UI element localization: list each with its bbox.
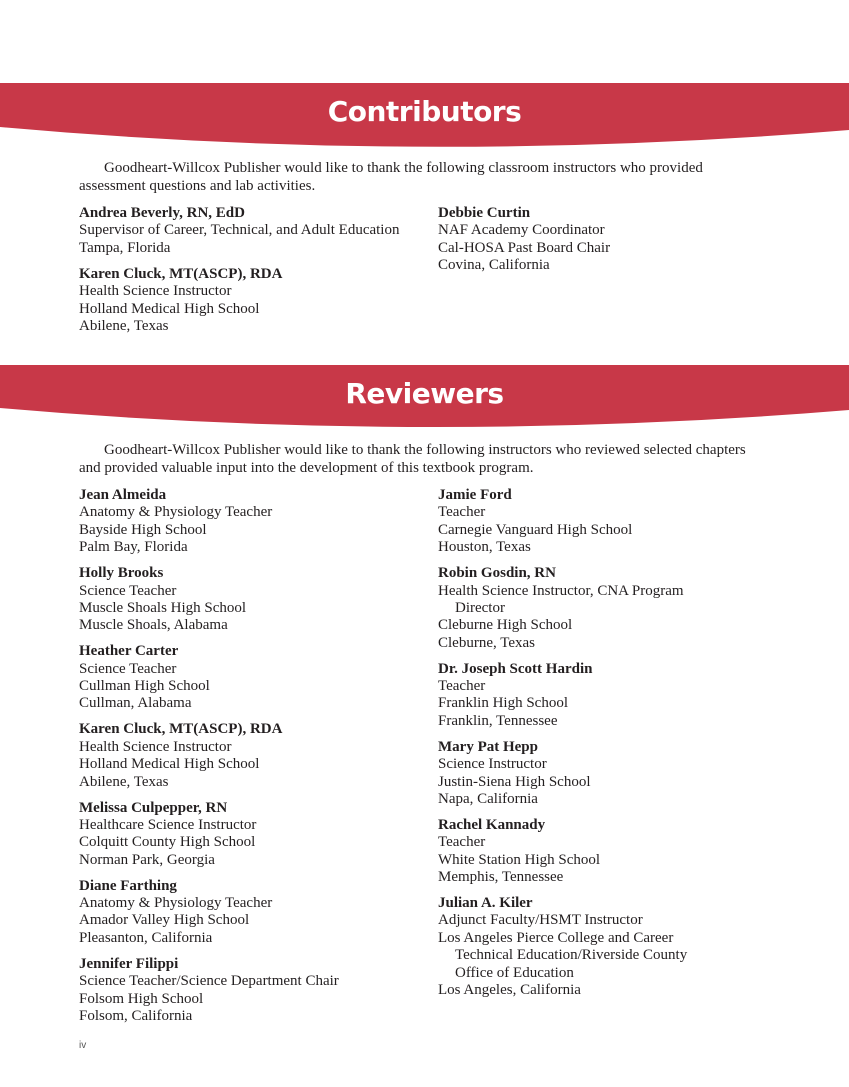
- contributors-left-column: [79, 205, 429, 344]
- person-name: Melissa Culpepper, RN: [79, 799, 228, 816]
- reviewer-entry: [438, 487, 808, 557]
- person-title: Anatomy & Physiology Teacher: [79, 895, 273, 912]
- reviewer-entry: [79, 565, 429, 635]
- person-organization: Holland Medical High School: [79, 300, 260, 317]
- person-name: Debbie Curtin: [438, 205, 531, 221]
- person-organization: Cleburne High School: [438, 617, 573, 634]
- contributor-entry: [438, 205, 788, 275]
- person-name: Holly Brooks: [79, 565, 164, 582]
- reviewers-right-column: [438, 487, 808, 1008]
- reviewer-entry: [438, 817, 808, 887]
- person-title: Adjunct Faculty/HSMT Instructor: [438, 912, 643, 929]
- person-location: Cleburne, Texas: [438, 634, 535, 651]
- reviewer-entry: [438, 661, 808, 731]
- person-name: Heather Carter: [79, 643, 179, 660]
- person-organization: White Station High School: [438, 851, 601, 868]
- person-location: Norman Park, Georgia: [79, 851, 215, 868]
- contributors-right-column: [438, 205, 788, 283]
- person-organization: Holland Medical High School: [79, 756, 260, 773]
- reviewer-entry: [79, 956, 429, 1026]
- person-title: Cal-HOSA Past Board Chair: [438, 239, 611, 256]
- person-title: Healthcare Science Instructor: [79, 816, 257, 833]
- person-title: NAF Academy Coordinator: [438, 222, 605, 239]
- person-name: Karen Cluck, MT(ASCP), RDA: [79, 721, 283, 738]
- section-title-reviewers: Reviewers: [345, 377, 504, 410]
- reviewer-entry: [438, 565, 808, 652]
- person-title: Health Science Instructor: [79, 738, 232, 755]
- person-name: Dr. Joseph Scott Hardin: [438, 660, 593, 677]
- person-name: Jennifer Filippi: [79, 955, 179, 972]
- person-title: Science Teacher/Science Department Chair: [79, 973, 339, 990]
- person-location: Franklin, Tennessee: [438, 712, 558, 729]
- reviewers-banner: [0, 365, 849, 430]
- person-location: Tampa, Florida: [79, 239, 171, 256]
- contributor-entry: [79, 205, 429, 257]
- person-title: Anatomy & Physiology Teacher: [79, 504, 273, 521]
- person-name: Jean Almeida: [79, 487, 167, 503]
- person-name: Jamie Ford: [438, 487, 512, 503]
- person-organization: Franklin High School: [438, 695, 568, 712]
- person-title: Teacher: [438, 834, 486, 851]
- person-organization: Muscle Shoals High School: [79, 599, 247, 616]
- person-organization-continued: Office of Education: [455, 964, 574, 981]
- reviewer-entry: [438, 739, 808, 809]
- person-location: Napa, California: [438, 791, 538, 807]
- person-organization: Folsom High School: [79, 990, 204, 1007]
- contributor-entry: [79, 266, 429, 336]
- person-location: Covina, California: [438, 257, 550, 274]
- person-title: Health Science Instructor, CNA Program: [438, 582, 684, 599]
- person-title: Science Instructor: [438, 756, 547, 773]
- person-name: Karen Cluck, MT(ASCP), RDA: [79, 265, 283, 282]
- person-name: Andrea Beverly, RN, EdD: [79, 205, 245, 221]
- person-location: Los Angeles, California: [438, 982, 581, 999]
- reviewer-entry: [79, 487, 429, 557]
- person-name: Robin Gosdin, RN: [438, 565, 556, 582]
- reviewers-left-column: [79, 487, 429, 1034]
- intro-text: Goodheart-Willcox Publisher would like to thank the following instructors who reviewed selected chapters and provided valuable input into the development of this textbook program.: [79, 442, 746, 476]
- reviewer-entry: [79, 721, 429, 791]
- person-location: Palm Bay, Florida: [79, 539, 188, 556]
- reviewers-intro: [79, 442, 769, 477]
- contributors-banner: [0, 83, 849, 148]
- person-location: Folsom, California: [79, 1007, 193, 1024]
- intro-text: Goodheart-Willcox Publisher would like to thank the following classroom instructors who provided assessment questions and lab activities.: [79, 160, 703, 194]
- person-location: Abilene, Texas: [79, 317, 169, 334]
- page-number: iv: [79, 1040, 87, 1051]
- person-title: Teacher: [438, 678, 486, 695]
- person-organization: Cullman High School: [79, 678, 210, 695]
- person-title-continued: Director: [455, 599, 505, 616]
- person-name: Rachel Kannady: [438, 816, 546, 833]
- person-title: Teacher: [438, 504, 486, 521]
- person-location: Abilene, Texas: [79, 773, 169, 790]
- section-title-contributors: Contributors: [327, 95, 522, 128]
- reviewer-entry: [79, 643, 429, 713]
- person-organization: Colquitt County High School: [79, 834, 256, 851]
- person-name: Julian A. Kiler: [438, 895, 533, 912]
- person-organization-continued: Technical Education/Riverside County: [455, 947, 688, 964]
- person-title: Supervisor of Career, Technical, and Adult Education: [79, 222, 400, 239]
- person-title: Health Science Instructor: [79, 283, 232, 300]
- contributors-intro: [79, 160, 769, 195]
- person-location: Houston, Texas: [438, 539, 531, 556]
- reviewer-entry: [438, 895, 808, 999]
- person-organization: Los Angeles Pierce College and Career: [438, 929, 674, 946]
- person-organization: Carnegie Vanguard High School: [438, 521, 633, 538]
- person-location: Cullman, Alabama: [79, 695, 192, 712]
- person-location: Pleasanton, California: [79, 929, 213, 946]
- person-organization: Amador Valley High School: [79, 912, 250, 929]
- person-title: Science Teacher: [79, 582, 177, 599]
- person-location: Memphis, Tennessee: [438, 869, 564, 886]
- person-name: Mary Pat Hepp: [438, 738, 538, 755]
- person-organization: Bayside High School: [79, 521, 207, 538]
- person-title: Science Teacher: [79, 660, 177, 677]
- person-location: Muscle Shoals, Alabama: [79, 617, 228, 634]
- reviewer-entry: [79, 878, 429, 948]
- reviewer-entry: [79, 800, 429, 870]
- person-name: Diane Farthing: [79, 877, 177, 894]
- person-organization: Justin-Siena High School: [438, 773, 591, 790]
